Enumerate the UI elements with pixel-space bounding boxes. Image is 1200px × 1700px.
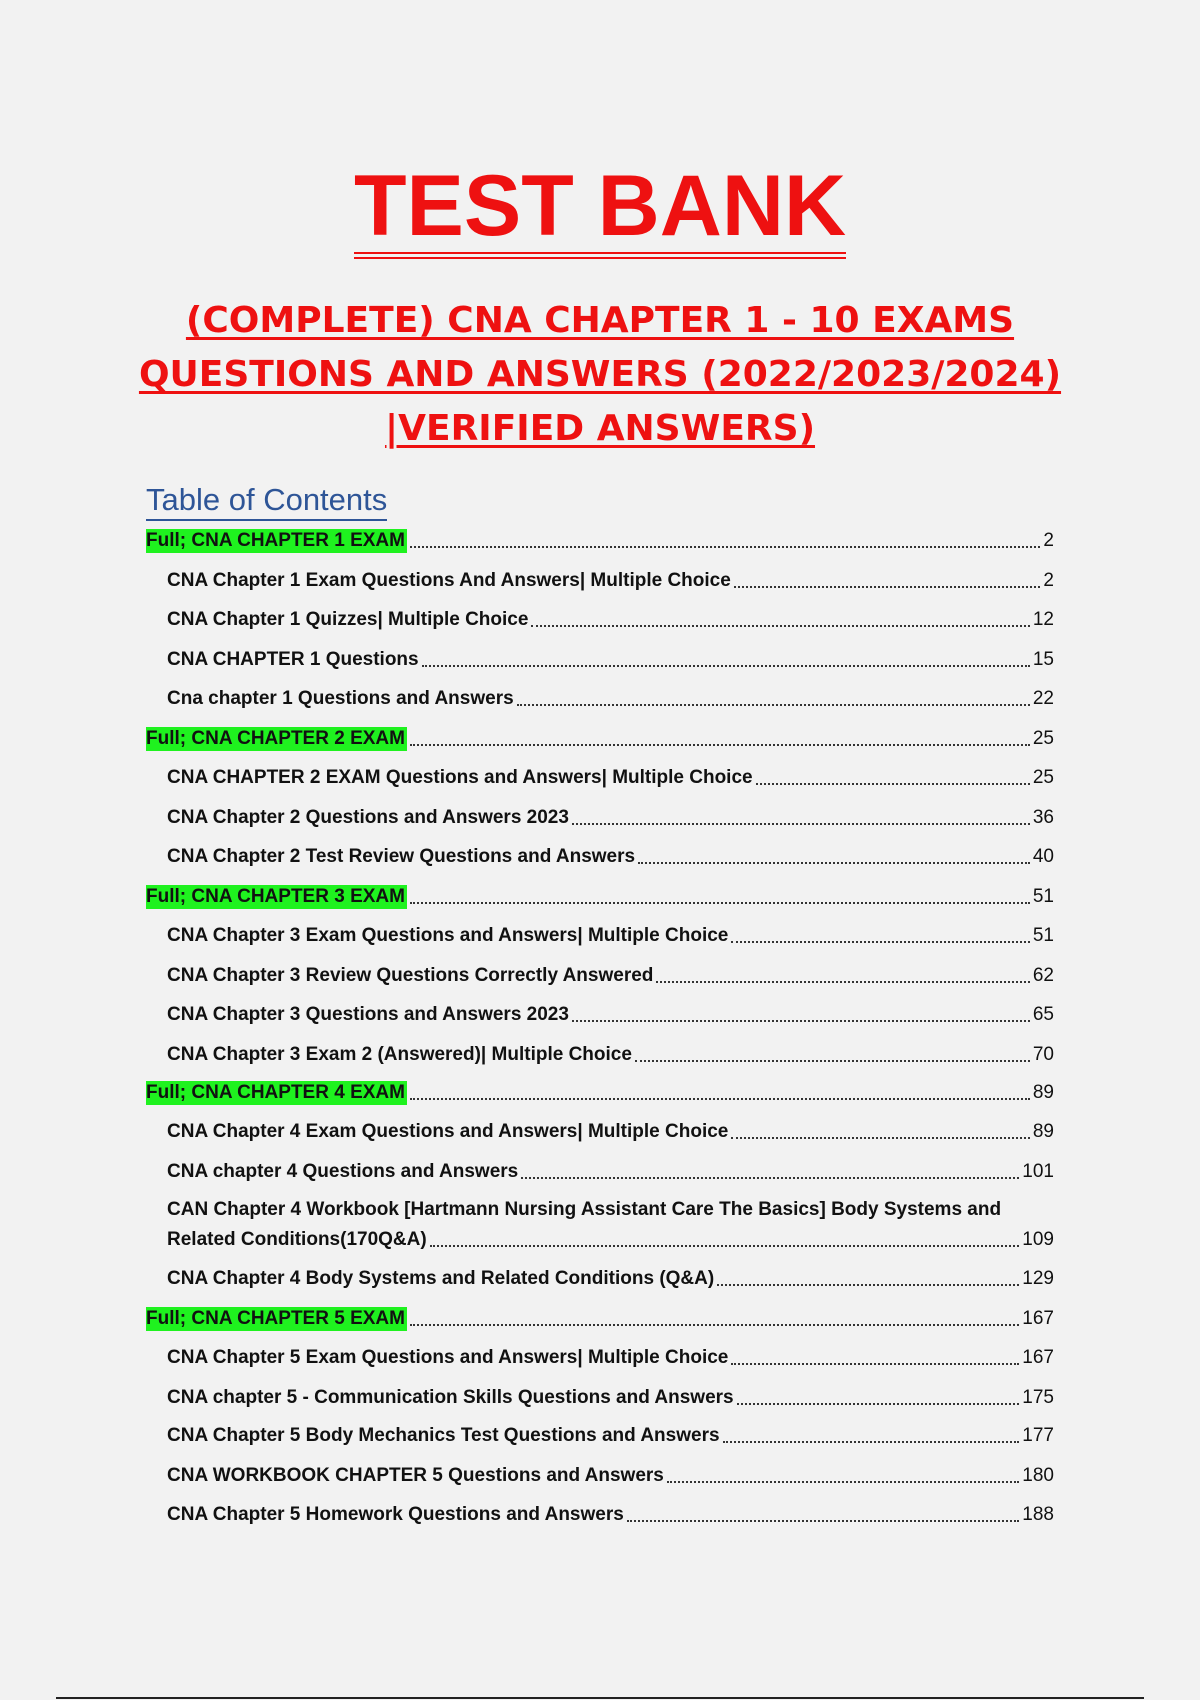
- leader-dots: [410, 1098, 1030, 1100]
- toc-entry[interactable]: [167, 924, 1054, 948]
- toc-entry-chapter[interactable]: [146, 1081, 1054, 1105]
- leader-dots: [734, 586, 1041, 588]
- toc-entry-page: 101: [1022, 1161, 1054, 1182]
- leader-dots: [667, 1481, 1019, 1483]
- toc-entry-label: CNA Chapter 5 Exam Questions and Answers| Multiple Choice: [167, 1347, 729, 1368]
- leader-dots: [422, 665, 1030, 667]
- toc-entry[interactable]: [167, 806, 1054, 830]
- toc-entry-label: Full; CNA CHAPTER 5 EXAM: [146, 1308, 405, 1329]
- leader-dots: [410, 744, 1030, 746]
- toc-entry-page: 22: [1032, 688, 1054, 709]
- toc-entry-page: 188: [1022, 1504, 1054, 1525]
- leader-dots: [731, 1363, 1019, 1365]
- toc-entry-label: CNA Chapter 1 Quizzes| Multiple Choice: [167, 609, 529, 630]
- toc-entry-page: 180: [1022, 1465, 1054, 1486]
- leader-dots: [717, 1284, 1019, 1286]
- toc-entry-page: 167: [1022, 1347, 1054, 1368]
- toc-entry-chapter[interactable]: [146, 529, 1054, 553]
- toc-entry-label: CNA CHAPTER 2 EXAM Questions and Answers| Multiple Choice: [167, 767, 753, 788]
- toc-entry[interactable]: [167, 1120, 1054, 1144]
- toc-entry-page: 15: [1032, 649, 1054, 670]
- leader-dots: [627, 1520, 1019, 1522]
- leader-dots: [410, 902, 1030, 904]
- toc-entry-label: CNA chapter 5 - Communication Skills Questions and Answers: [167, 1387, 734, 1408]
- leader-dots: [430, 1245, 1020, 1247]
- leader-dots: [723, 1441, 1020, 1443]
- leader-dots: [731, 1137, 1030, 1139]
- toc-entry-label: CNA Chapter 2 Questions and Answers 2023: [167, 807, 569, 828]
- toc-entry[interactable]: [167, 1160, 1054, 1184]
- toc-entry[interactable]: [167, 1003, 1054, 1027]
- toc-entry-page: 2: [1043, 530, 1054, 551]
- subtitle-line-1: (COMPLETE) CNA CHAPTER 1 - 10 EXAMS: [185, 300, 1015, 341]
- toc-entry-continuation: [167, 1228, 1054, 1252]
- toc-entry[interactable]: [167, 766, 1054, 790]
- leader-dots: [737, 1403, 1020, 1405]
- toc-entry-page: 167: [1022, 1308, 1054, 1329]
- toc-entry[interactable]: [167, 648, 1054, 672]
- leader-dots: [656, 981, 1029, 983]
- toc-entry-page: 177: [1022, 1425, 1054, 1446]
- toc-entry-label: CNA Chapter 3 Review Questions Correctly Answered: [167, 965, 654, 986]
- toc-entry-label: CNA Chapter 5 Body Mechanics Test Questions and Answers: [167, 1425, 720, 1446]
- toc-entry-chapter[interactable]: [146, 727, 1054, 751]
- leader-dots: [638, 862, 1030, 864]
- toc-entry[interactable]: [167, 608, 1054, 632]
- toc-entry-label: Full; CNA CHAPTER 3 EXAM: [146, 886, 405, 907]
- leader-dots: [756, 783, 1030, 785]
- toc-entry-page: 51: [1032, 925, 1054, 946]
- subtitle-line-2: QUESTIONS AND ANSWERS (2022/2023/2024): [138, 354, 1062, 395]
- leader-dots: [410, 546, 1040, 548]
- toc-entry-page: 25: [1032, 767, 1054, 788]
- toc-entry-page: 25: [1032, 728, 1054, 749]
- leader-dots: [517, 704, 1030, 706]
- toc-entry[interactable]: [167, 569, 1054, 593]
- toc-entry-label: CNA CHAPTER 1 Questions: [167, 649, 419, 670]
- main-title-text: TEST BANK: [354, 162, 846, 259]
- toc-entry-page: 62: [1032, 965, 1054, 986]
- toc-entry-page: 51: [1032, 886, 1054, 907]
- toc-entry-label-line-2: Related Conditions(170Q&A): [167, 1229, 427, 1250]
- toc-entry[interactable]: [167, 845, 1054, 869]
- subtitle: [130, 294, 1070, 456]
- toc-entry-label: CNA Chapter 4 Exam Questions and Answers| Multiple Choice: [167, 1121, 729, 1142]
- toc-entry-page: 129: [1022, 1268, 1054, 1289]
- toc-entry-page: 12: [1032, 609, 1054, 630]
- toc-entry-label: CAN Chapter 4 Workbook [Hartmann Nursing Assistant Care The Basics] Body Systems and: [167, 1199, 1002, 1220]
- toc-entry-label: Cna chapter 1 Questions and Answers: [167, 688, 514, 709]
- toc-entry[interactable]: [167, 1503, 1054, 1527]
- toc-entry-label: CNA Chapter 3 Exam Questions and Answers| Multiple Choice: [167, 925, 729, 946]
- leader-dots: [572, 823, 1030, 825]
- toc-entry-label: CNA Chapter 3 Questions and Answers 2023: [167, 1004, 569, 1025]
- toc-entry[interactable]: [167, 964, 1054, 988]
- toc-entry-page: 40: [1032, 846, 1054, 867]
- toc-entry-page: 89: [1032, 1121, 1054, 1142]
- toc-heading: Table of Contents: [146, 482, 387, 521]
- toc-entry-page: 89: [1032, 1082, 1054, 1103]
- toc-entry-page: 2: [1043, 570, 1054, 591]
- leader-dots: [635, 1060, 1030, 1062]
- toc-entry-label: CNA Chapter 1 Exam Questions And Answers| Multiple Choice: [167, 570, 731, 591]
- leader-dots: [572, 1020, 1030, 1022]
- leader-dots: [410, 1324, 1019, 1326]
- toc-entry[interactable]: [167, 1346, 1054, 1370]
- toc-entry[interactable]: [167, 1267, 1054, 1291]
- leader-dots: [731, 941, 1030, 943]
- footer-rule: [56, 1697, 1144, 1699]
- toc-entry-chapter[interactable]: [146, 885, 1054, 909]
- toc-entry[interactable]: [167, 687, 1054, 711]
- toc-entry-page: 36: [1032, 807, 1054, 828]
- toc-entry-page: 175: [1022, 1387, 1054, 1408]
- toc-entry-page: 65: [1032, 1004, 1054, 1025]
- toc-entry-label: CNA Chapter 2 Test Review Questions and Answers: [167, 846, 636, 867]
- toc-entry[interactable]: [167, 1386, 1054, 1410]
- toc-entry-label: Full; CNA CHAPTER 2 EXAM: [146, 728, 405, 749]
- toc-entry-label: CNA Chapter 5 Homework Questions and Answers: [167, 1504, 624, 1525]
- toc-entry-label: Full; CNA CHAPTER 4 EXAM: [146, 1082, 405, 1103]
- toc-entry[interactable]: [167, 1424, 1054, 1448]
- toc-entry-page: 70: [1032, 1044, 1054, 1065]
- toc-entry-label: CNA Chapter 4 Body Systems and Related Conditions (Q&A): [167, 1268, 715, 1289]
- toc-entry[interactable]: [167, 1043, 1054, 1067]
- toc-entry[interactable]: [167, 1464, 1054, 1488]
- toc-entry-label: CNA WORKBOOK CHAPTER 5 Questions and Answers: [167, 1465, 664, 1486]
- toc-entry-chapter[interactable]: [146, 1307, 1054, 1331]
- subtitle-line-3: |VERIFIED ANSWERS): [384, 408, 816, 449]
- toc-entry[interactable]: [167, 1198, 1054, 1258]
- toc-entry-label: CNA Chapter 3 Exam 2 (Answered)| Multiple Choice: [167, 1044, 632, 1065]
- leader-dots: [521, 1177, 1019, 1179]
- leader-dots: [531, 625, 1029, 627]
- main-title: [0, 158, 1200, 259]
- toc-entry-label: Full; CNA CHAPTER 1 EXAM: [146, 530, 405, 551]
- toc-entry-page: 109: [1022, 1229, 1054, 1250]
- toc-entry-label: CNA chapter 4 Questions and Answers: [167, 1161, 519, 1182]
